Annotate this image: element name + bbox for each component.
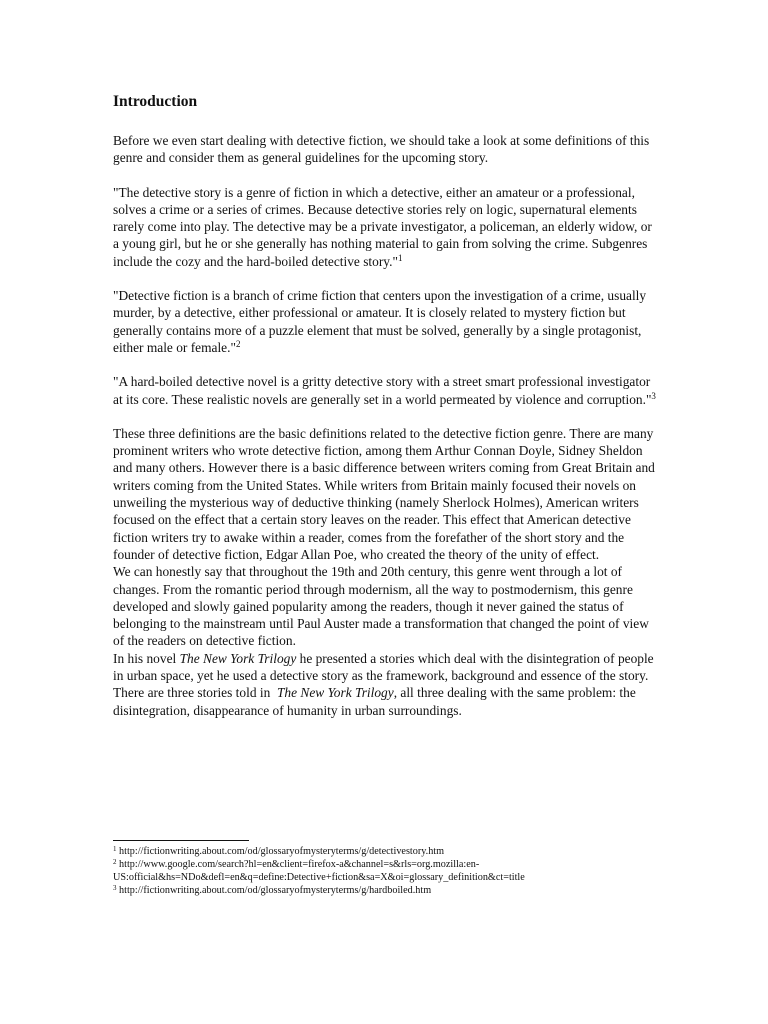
footnotes [113, 845, 658, 897]
intro-paragraph: Before we even start dealing with detective fiction, we should take a look at some definitions of this genre and consider them as general guidelines for the upcoming story. [113, 133, 650, 166]
quote-definition-1 [113, 184, 658, 270]
footnote-text: http://www.google.com/search?hl=en&client=firefox-a&channel=s&rls=org.mozilla:en-US:official&hs=NDo&defl=en&q=define:Detective+fiction&sa=X&oi=glossary_definition&ct=title [113, 859, 525, 883]
footnote-ref: 2 [235, 338, 241, 349]
book-title: The New York Trilogy [276, 685, 394, 701]
footnote-2 [113, 858, 658, 884]
quote-definition-2 [113, 287, 658, 356]
quote-text: "A hard-boiled detective novel is a gritty detective story with a street smart professional investigator at its core. These realistic novels are generally set in a world permeated by violence and corruption." [113, 374, 652, 407]
body-paragraph-1: These three definitions are the basic definitions related to the detective fiction genre. There are many prominent writers who wrote detective fiction, among them Arthur Connan Doyle, Sidney Sheldon and many others. However there is a basic difference between writers coming from Great Britain and writers coming from the United States. While writers from Britain mainly focused their novels on unweiling the mysterious way of deductive thinking (namely Sherlock Holmes), American writers focused on the effect that a certain story leaves on the reader. This effect that American detective fiction writers try to awake within a reader, comes from the forefather of the short story and the founder of detective fiction, Edgar Allan Poe, who created the theory of the unity of effect. [113, 425, 655, 562]
book-title: The New York Trilogy [179, 650, 297, 666]
body-paragraph-4 [113, 684, 658, 719]
footnote-number: 1 [113, 845, 117, 853]
footnote-number: 3 [113, 884, 117, 892]
footnote-ref: 1 [397, 252, 403, 263]
text-run: There are three stories told in [113, 685, 277, 701]
footnote-separator [113, 840, 249, 841]
footnote-number: 2 [113, 858, 117, 866]
footnote-3 [113, 884, 658, 897]
quote-definition-3 [113, 373, 658, 408]
footnote-text: http://fictionwriting.about.com/od/glossaryofmysteryterms/g/detectivestory.htm [116, 846, 445, 857]
footnote-text: http://fictionwriting.about.com/od/glossaryofmysteryterms/g/hardboiled.htm [116, 885, 432, 896]
text-run: he presented a stories which deal with the disintegration of people in urban space, yet he used a detective story as the framework, background and essence of the story. [113, 650, 654, 684]
body-paragraph-3 [113, 650, 658, 685]
quote-text: "The detective story is a genre of fiction in which a detective, either an amateur or a professional, solves a crime or a series of crimes. Because detective stories rely on logic, supernatural elements rarely come into play. The detective may be a private investigator, a policeman, an elderly widow, or a young girl, but he or she generally has nothing material to gain from solving the crime. Subgenres include the cozy and the hard-boiled detective story." [113, 184, 652, 269]
footnote-1 [113, 845, 658, 858]
section-heading: Introduction [113, 93, 198, 110]
quote-text: "Detective fiction is a branch of crime fiction that centers upon the investigation of a crime, usually murder, by a detective, either professional or amateur. It is closely related to mystery fiction but generally contains more of a puzzle element that must be solved, generally by a single protagonist, either male or female." [113, 288, 647, 355]
text-run: , all three dealing with the same problem: the disintegration, disappearance of humanity in urban surroundings. [113, 685, 636, 718]
footnote-ref: 3 [651, 390, 656, 401]
body-paragraph-2: We can honestly say that throughout the 19th and 20th century, this genre went through a lot of changes. From the romantic period through modernism, all the way to postmodernism, this genre developed and slowly gained popularity among the readers, though it never gained the status of belonging to the mainstream until Paul Auster made a transformation that changed the point of view of the readers on detective fiction. [113, 564, 649, 649]
text-run: In his novel [113, 650, 180, 666]
main-text [113, 92, 658, 719]
